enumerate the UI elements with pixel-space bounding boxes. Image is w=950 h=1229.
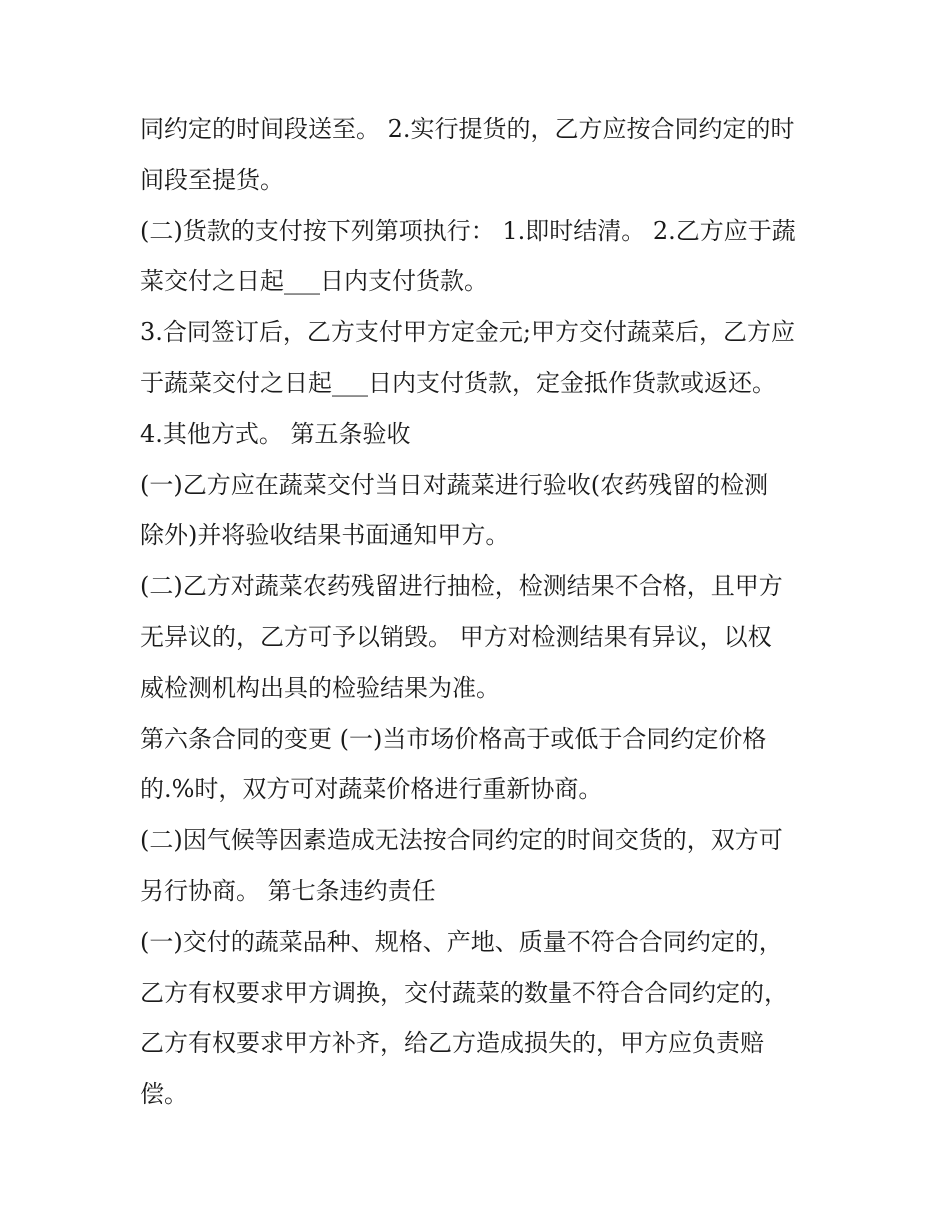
text-line: 另行协商。 第七条违约责任	[140, 876, 436, 905]
text-line: 第六条合同的变更 (一)当市场价格高于或低于合同约定价格	[140, 724, 767, 753]
text-line: (二)货款的支付按下列第项执行： 1.即时结清。 2.乙方应于蔬	[140, 216, 796, 245]
text-line: 同约定的时间段送至。 2.实行提货的，乙方应按合同约定的时	[140, 115, 795, 143]
text-line: (一)乙方应在蔬菜交付当日对蔬菜进行验收(农药残留的检测	[140, 470, 769, 499]
text-line: (二)乙方对蔬菜农药残留进行抽检，检测结果不合格，且甲方	[140, 572, 783, 601]
text-line: 乙方有权要求甲方补齐，给乙方造成损失的，甲方应负责赔	[140, 1029, 764, 1058]
text-line: 的.%时，双方可对蔬菜价格进行重新协商。	[140, 775, 603, 804]
text-line: 于蔬菜交付之日起___日内支付货款，定金抵作货款或返还。	[140, 368, 776, 397]
text-line: 除外)并将验收结果书面通知甲方。	[140, 521, 510, 550]
text-line: 无异议的，乙方可予以销毁。 甲方对检测结果有异议，以权	[140, 622, 772, 651]
text-line: 偿。	[140, 1080, 188, 1109]
text-line: 乙方有权要求甲方调换，交付蔬菜的数量不符合合同约定的，	[140, 978, 788, 1007]
text-line: 间段至提货。	[140, 165, 284, 194]
text-line: 威检测机构出具的检验结果为准。	[140, 673, 500, 702]
text-line: (二)因气候等因素造成无法按合同约定的时间交货的，双方可	[140, 826, 783, 855]
text-line: 菜交付之日起___日内支付货款。	[140, 267, 488, 296]
text-line: (一)交付的蔬菜品种、规格、产地、质量不符合合同约定的，	[140, 927, 783, 956]
text-line: 4.其他方式。 第五条验收	[140, 419, 411, 448]
text-line: 3.合同签订后，乙方支付甲方定金元;甲方交付蔬菜后，乙方应	[140, 318, 795, 347]
document-body	[140, 104, 820, 1120]
